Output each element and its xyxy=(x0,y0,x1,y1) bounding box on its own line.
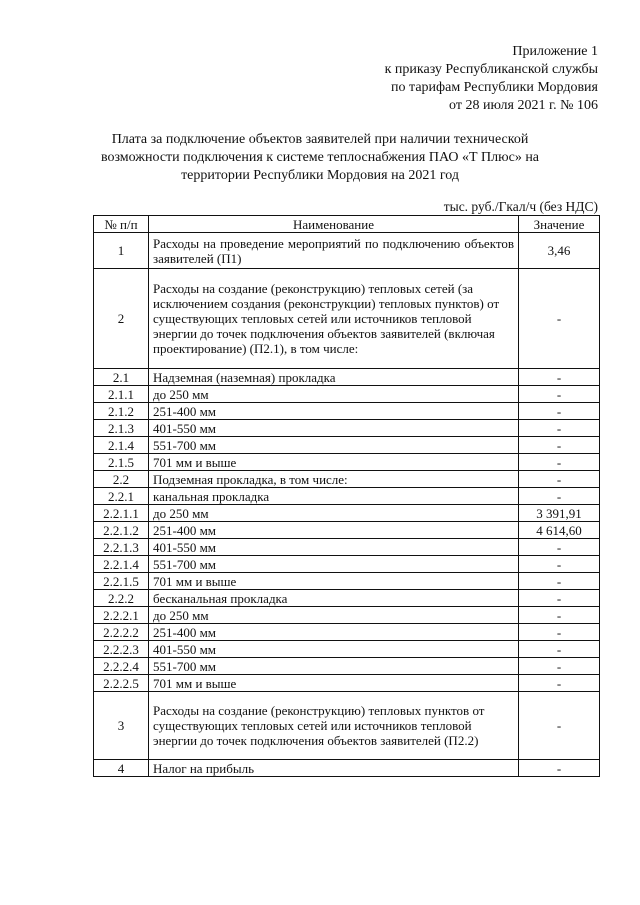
table-row xyxy=(94,505,600,522)
row-name: 401-550 мм xyxy=(149,420,519,437)
row-name: до 250 мм xyxy=(149,386,519,403)
table-row xyxy=(94,590,600,607)
table-row xyxy=(94,454,600,471)
row-name: бесканальная прокладка xyxy=(149,590,519,607)
row-name: 401-550 мм xyxy=(149,641,519,658)
row-name: 251-400 мм xyxy=(149,624,519,641)
row-num: 2.2.1.1 xyxy=(94,505,149,522)
table-row xyxy=(94,369,600,386)
row-value: - xyxy=(519,692,600,760)
annex-line-3: по тарифам Республики Мордовия xyxy=(391,80,598,95)
row-num: 2.2.1 xyxy=(94,488,149,505)
row-name: Налог на прибыль xyxy=(149,760,519,777)
row-value: - xyxy=(519,675,600,692)
header-value: Значение xyxy=(519,216,600,233)
table-row xyxy=(94,386,600,403)
row-num: 2.2.2.4 xyxy=(94,658,149,675)
row-num: 3 xyxy=(94,692,149,760)
row-name: Расходы на проведение мероприятий по подключению объектов заявителей (П1) xyxy=(149,233,519,269)
row-value: - xyxy=(519,420,600,437)
row-name: 701 мм и выше xyxy=(149,454,519,471)
table-row xyxy=(94,522,600,539)
annex-line-2: к приказу Республиканской службы xyxy=(384,62,598,77)
row-name: Расходы на создание (реконструкцию) тепловых пунктов от существующих тепловых сетей или источников тепловой энергии до точек подключения объектов заявителей (П2.2) xyxy=(149,692,519,760)
row-num: 2.2.1.4 xyxy=(94,556,149,573)
row-value: - xyxy=(519,488,600,505)
row-num: 2.2 xyxy=(94,471,149,488)
row-value: - xyxy=(519,386,600,403)
row-name: 251-400 мм xyxy=(149,522,519,539)
row-name: 551-700 мм xyxy=(149,437,519,454)
row-num: 2.2.1.5 xyxy=(94,573,149,590)
table-row xyxy=(94,420,600,437)
row-name: 551-700 мм xyxy=(149,556,519,573)
row-value: - xyxy=(519,760,600,777)
header-num: № п/п xyxy=(94,216,149,233)
row-value: - xyxy=(519,607,600,624)
row-value: - xyxy=(519,624,600,641)
table-row xyxy=(94,658,600,675)
row-num: 2.2.2.1 xyxy=(94,607,149,624)
row-value: - xyxy=(519,556,600,573)
row-name: 251-400 мм xyxy=(149,403,519,420)
row-name: 701 мм и выше xyxy=(149,675,519,692)
row-num: 2.1.1 xyxy=(94,386,149,403)
row-num: 2.1.2 xyxy=(94,403,149,420)
row-value: - xyxy=(519,641,600,658)
row-name: 551-700 мм xyxy=(149,658,519,675)
annex-header xyxy=(385,43,598,115)
row-value: - xyxy=(519,454,600,471)
row-name: до 250 мм xyxy=(149,505,519,522)
row-num: 2.2.1.3 xyxy=(94,539,149,556)
row-num: 2 xyxy=(94,269,149,369)
table-row xyxy=(94,539,600,556)
row-name: канальная прокладка xyxy=(149,488,519,505)
header-name: Наименование xyxy=(149,216,519,233)
row-name: Надземная (наземная) прокладка xyxy=(149,369,519,386)
row-num: 2.2.2.2 xyxy=(94,624,149,641)
row-num: 2.2.2 xyxy=(94,590,149,607)
table-row xyxy=(94,269,600,369)
table-row xyxy=(94,233,600,269)
row-name: 701 мм и выше xyxy=(149,573,519,590)
table-row xyxy=(94,692,600,760)
table-row xyxy=(94,471,600,488)
row-num: 2.1.4 xyxy=(94,437,149,454)
annex-line-4: от 28 июля 2021 г. № 106 xyxy=(449,98,598,113)
table-row xyxy=(94,675,600,692)
annex-line-1: Приложение 1 xyxy=(512,44,598,59)
row-value: - xyxy=(519,539,600,556)
row-value: - xyxy=(519,403,600,420)
table-row xyxy=(94,760,600,777)
row-value: - xyxy=(519,369,600,386)
row-num: 2.1.5 xyxy=(94,454,149,471)
row-value: - xyxy=(519,590,600,607)
row-name: 401-550 мм xyxy=(149,539,519,556)
table-row xyxy=(94,556,600,573)
table-row xyxy=(94,607,600,624)
row-value: 3,46 xyxy=(519,233,600,269)
table-row xyxy=(94,403,600,420)
row-num: 2.1.3 xyxy=(94,420,149,437)
row-num: 4 xyxy=(94,760,149,777)
document-title: Плата за подключение объектов заявителей при наличии технической возможности подключения к системе теплоснабжения ПАО «Т Плюс» на территории Республики Мордовия на 2021 год xyxy=(100,132,540,183)
row-num: 2.2.2.3 xyxy=(94,641,149,658)
row-value: 4 614,60 xyxy=(519,522,600,539)
row-num: 2.2.2.5 xyxy=(94,675,149,692)
row-num: 2.2.1.2 xyxy=(94,522,149,539)
table-row xyxy=(94,488,600,505)
row-num: 2.1 xyxy=(94,369,149,386)
row-num: 1 xyxy=(94,233,149,269)
row-name: Расходы на создание (реконструкцию) тепловых сетей (за исключением создания (реконструкции) тепловых пунктов) от существующих тепловых сетей или источников тепловой энергии до точек подключения объектов заявителей (включая проектирование) (П2.1), в том числе: xyxy=(149,269,519,369)
table-row xyxy=(94,641,600,658)
row-value: - xyxy=(519,471,600,488)
tariff-table xyxy=(93,215,600,777)
row-value: - xyxy=(519,437,600,454)
units-label: тыс. руб./Гкал/ч (без НДС) xyxy=(443,199,598,214)
row-value: - xyxy=(519,269,600,369)
row-name: до 250 мм xyxy=(149,607,519,624)
row-value: 3 391,91 xyxy=(519,505,600,522)
table-row xyxy=(94,624,600,641)
row-name: Подземная прокладка, в том числе: xyxy=(149,471,519,488)
row-value: - xyxy=(519,573,600,590)
table-row xyxy=(94,437,600,454)
row-value: - xyxy=(519,658,600,675)
table-row xyxy=(94,573,600,590)
